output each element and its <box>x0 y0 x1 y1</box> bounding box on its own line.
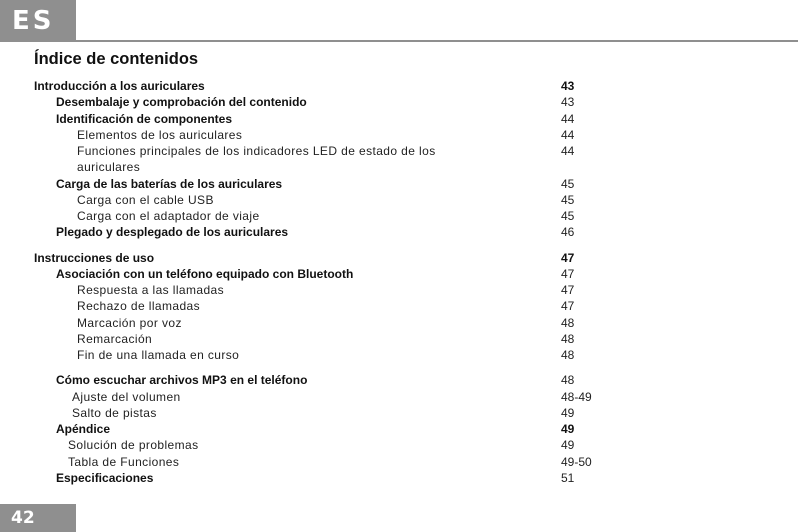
toc-entry-page: 49 <box>561 406 575 420</box>
toc-entry-title: Especificaciones <box>56 471 154 485</box>
page-title: Índice de contenidos <box>34 50 199 68</box>
toc-entry-page: 49-50 <box>561 455 592 469</box>
toc-entry-title: Introducción a los auriculares <box>34 79 205 93</box>
toc-entry-page: 49 <box>561 422 575 436</box>
toc-entry-page: 44 <box>561 112 575 126</box>
toc-entry-page: 48 <box>561 316 575 330</box>
toc-entry-title: Identificación de componentes <box>56 112 233 126</box>
toc-entry-page: 49 <box>561 438 575 452</box>
toc-entry-title: Apéndice <box>56 422 111 436</box>
toc-entry-page: 43 <box>561 95 575 109</box>
toc-entry-page: 43 <box>561 79 575 93</box>
toc-entry-page: 47 <box>561 283 575 297</box>
toc-entry-title: Carga de las baterías de los auriculares <box>56 177 283 191</box>
toc-entry-page: 47 <box>561 251 575 265</box>
toc-entry-page: 46 <box>561 225 575 239</box>
toc-entry-title: Respuesta a las llamadas <box>77 283 225 297</box>
toc-entry-title: Asociación con un teléfono equipado con Bluetooth <box>56 267 354 281</box>
toc-entry-page: 48 <box>561 373 575 387</box>
toc-entry-title: Ajuste del volumen <box>72 390 181 404</box>
toc-entry-title: Desembalaje y comprobación del contenido <box>56 95 307 109</box>
language-tab: ES <box>0 0 76 42</box>
toc-entry-title: Cómo escuchar archivos MP3 en el teléfono <box>56 373 308 387</box>
toc-entry-page: 45 <box>561 193 575 207</box>
toc-entry-page: 44 <box>561 128 575 142</box>
toc-entry-title: Remarcación <box>77 332 153 346</box>
toc-entry-title: Tabla de Funciones <box>68 455 180 469</box>
toc-entry-title: auriculares <box>77 160 141 174</box>
toc-entry-title: Funciones principales de los indicadores LED de estado de los <box>77 144 436 158</box>
toc-entry-page: 48 <box>561 332 575 346</box>
toc-entry-title: Marcación por voz <box>77 316 182 330</box>
toc-entry-title: Elementos de los auriculares <box>77 128 243 142</box>
toc-entry-page: 51 <box>561 471 575 485</box>
toc-entry-page: 47 <box>561 267 575 281</box>
toc-entry-title: Solución de problemas <box>68 438 199 452</box>
toc-entry-title: Salto de pistas <box>72 406 157 420</box>
page-number: 42 <box>0 504 76 532</box>
toc-entry-page: 48 <box>561 348 575 362</box>
toc-entry-title: Rechazo de llamadas <box>77 299 201 313</box>
toc-entry-page: 45 <box>561 209 575 223</box>
toc-entry-page: 47 <box>561 299 575 313</box>
toc-entry-title: Instrucciones de uso <box>34 251 155 265</box>
toc-entry-title: Carga con el cable USB <box>77 193 214 207</box>
toc-entry-page: 44 <box>561 144 575 158</box>
toc-entry-title: Plegado y desplegado de los auriculares <box>56 225 289 239</box>
toc-entry-page: 45 <box>561 177 575 191</box>
toc-entry-page: 48-49 <box>561 390 592 404</box>
toc-entry-title: Carga con el adaptador de viaje <box>77 209 260 223</box>
toc-entry-title: Fin de una llamada en curso <box>77 348 240 362</box>
